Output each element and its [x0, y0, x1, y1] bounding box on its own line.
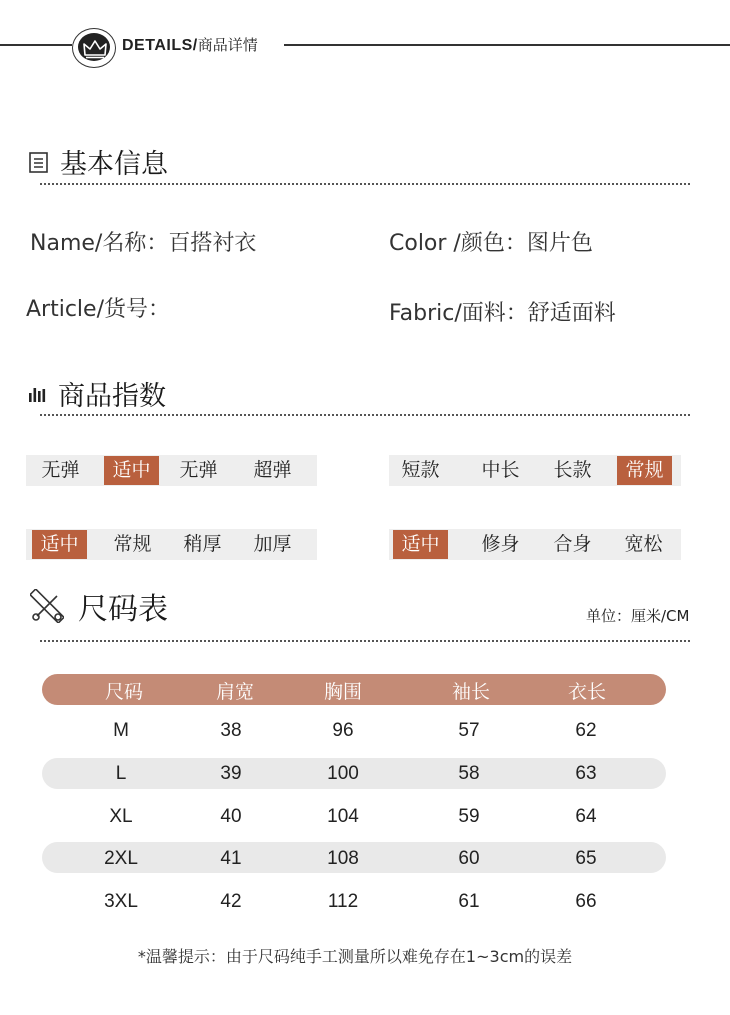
index-item-active: 适中	[32, 530, 87, 559]
header-line-right	[284, 44, 730, 46]
size-cell: 59	[458, 806, 480, 827]
divider-dotted	[40, 414, 690, 416]
index-item: 无弹	[41, 459, 80, 481]
header-badge	[72, 28, 116, 68]
size-cell: 104	[327, 806, 359, 827]
size-cell: 39	[220, 763, 242, 784]
size-header-cell: 胸围	[323, 681, 362, 703]
index-item: 宽松	[624, 533, 663, 555]
index-item-active: 适中	[393, 530, 448, 559]
size-cell: 64	[575, 806, 597, 827]
index-bar-elasticity	[26, 455, 317, 486]
product-index-heading	[28, 374, 166, 413]
size-cell: 38	[220, 720, 242, 741]
index-item: 无弹	[179, 459, 218, 481]
size-cell: 57	[458, 720, 480, 741]
index-item: 常规	[113, 533, 152, 555]
size-cell: 2XL	[104, 848, 138, 869]
basic-info-heading	[28, 142, 168, 181]
header-title	[122, 34, 258, 56]
size-header-cell: 尺码	[104, 681, 143, 703]
header-line-left	[0, 44, 72, 46]
divider-dotted	[40, 640, 690, 642]
size-cell: 108	[327, 848, 359, 869]
size-cell: 66	[575, 891, 597, 912]
product-index-title: 商品指数	[58, 381, 166, 412]
ruler-scissors-icon	[30, 589, 64, 623]
index-item: 短款	[401, 459, 440, 481]
size-table-heading	[30, 584, 168, 628]
size-note: *温馨提示：由于尺码纯手工测量所以难免存在1~3cm的误差	[137, 947, 573, 966]
header-title-en: DETAILS/	[122, 37, 198, 54]
size-cell: 112	[327, 891, 359, 912]
size-header-cell: 衣长	[567, 681, 606, 703]
index-item-active: 适中	[104, 456, 159, 485]
index-item: 合身	[553, 533, 592, 555]
size-cell: 61	[458, 891, 480, 912]
size-cell: XL	[109, 806, 133, 827]
size-cell: 96	[332, 720, 354, 741]
index-item: 超弹	[253, 459, 292, 481]
size-header-cell: 肩宽	[215, 681, 254, 703]
size-cell: 100	[327, 763, 359, 784]
basic-info-title: 基本信息	[60, 149, 168, 180]
index-item: 中长	[481, 459, 520, 481]
header-title-cn: 商品详情	[197, 36, 258, 54]
index-bar-fit	[389, 529, 681, 560]
size-cell: 41	[220, 848, 242, 869]
index-item-active: 常规	[617, 456, 672, 485]
crown-icon	[82, 38, 108, 60]
size-unit: 单位：厘米/CM	[586, 607, 690, 625]
size-cell: M	[113, 720, 129, 741]
size-cell: 60	[458, 848, 480, 869]
size-cell: 63	[575, 763, 597, 784]
size-cell: 42	[220, 891, 242, 912]
size-header-cell: 袖长	[451, 681, 490, 703]
index-item: 加厚	[253, 533, 292, 555]
index-bar-thickness	[26, 529, 317, 560]
size-cell: 40	[220, 806, 242, 827]
index-item: 长款	[553, 459, 592, 481]
size-cell: 65	[575, 848, 597, 869]
size-table-title: 尺码表	[78, 592, 168, 627]
size-cell: 62	[575, 720, 597, 741]
document-icon	[28, 151, 50, 173]
index-bar-length	[389, 455, 681, 486]
bar-chart-icon	[28, 385, 48, 403]
divider-dotted	[40, 183, 690, 185]
info-fabric: Fabric/面料：舒适面料	[389, 301, 616, 326]
size-cell: 58	[458, 763, 480, 784]
index-item: 稍厚	[183, 533, 222, 555]
size-cell: 3XL	[104, 891, 138, 912]
info-color: Color /颜色：图片色	[389, 231, 593, 256]
size-cell: L	[115, 763, 127, 784]
index-item: 修身	[481, 533, 520, 555]
info-article: Article/货号：	[26, 297, 170, 322]
info-name: Name/名称：百搭衬衣	[30, 231, 257, 256]
